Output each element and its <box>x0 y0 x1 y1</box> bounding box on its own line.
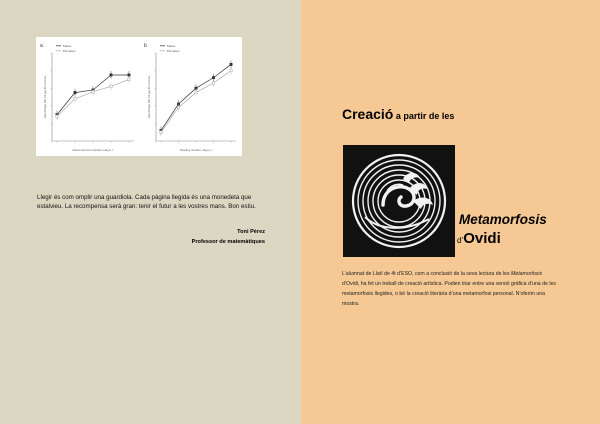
data-point <box>56 115 58 117</box>
legend-entry: Mates <box>167 44 176 48</box>
data-point <box>177 106 179 108</box>
panel-label: b <box>144 43 147 49</box>
series-line <box>161 64 231 130</box>
heading-author: Ovidi <box>463 230 501 247</box>
panel-label: a <box>40 43 43 49</box>
legend-entry: Mates <box>63 44 72 48</box>
quote-text: Llegir és com omplir una guardiola. Cada pàgina llegida és una monedeta que estalvieu. La recompensa serà gran: tenir el futur a les vostres mans. Bon estiu. <box>37 194 256 211</box>
data-point <box>74 91 76 93</box>
heading-title: Metamorfosis <box>459 212 547 227</box>
legend-entry: Pixmates <box>63 49 76 53</box>
body-italic: Metamorfosis <box>510 271 543 277</box>
data-point <box>74 98 76 100</box>
data-point <box>212 82 214 84</box>
data-point <box>230 69 232 71</box>
heading-prefix: d’ <box>457 236 464 245</box>
x-axis-label: Metamorphosis duration (days) × <box>72 148 114 152</box>
body-part2: d’Ovidi, ha fet un treball de creació artística. Podien triar entre una versió gràfica d’una de les metamorfosis llegides, o bé la creació literària d’una metamorfosi personal. N’oferim una mostra. <box>342 281 556 307</box>
heading-author-line <box>457 230 501 248</box>
wave-illustration <box>343 145 455 257</box>
heading-rest: a partir de les <box>393 111 455 121</box>
data-point <box>110 74 112 76</box>
series-line <box>161 71 231 133</box>
quote-author: Toni Pérez <box>237 229 265 235</box>
data-point <box>92 91 94 93</box>
wave-icon <box>343 145 455 257</box>
data-point <box>195 91 197 93</box>
data-point <box>230 63 232 65</box>
charts-svg <box>36 37 242 156</box>
x-axis-label: Reading duration (days) × <box>179 148 213 152</box>
y-axis-label: Hemorrhage HEI (% age-60 controls) <box>44 75 47 119</box>
data-point <box>110 85 112 87</box>
body-paragraph <box>342 269 558 309</box>
heading-line1 <box>342 106 454 124</box>
y-axis-label: Hemorrhage HEI (% age-60 controls) <box>148 75 151 119</box>
quote-role: Professor de matemàtiques <box>191 239 265 245</box>
data-point <box>128 78 130 80</box>
legend-entry: Pixmates <box>167 49 180 53</box>
heading-word: Creació <box>342 106 394 122</box>
data-point <box>212 76 214 78</box>
data-point <box>160 131 162 133</box>
figure-charts <box>36 37 242 156</box>
series-line <box>57 79 129 116</box>
body-part1: L’alumnat de Llatí de 4t d’ESO, com a conclusió de la seva lectura de les <box>342 271 511 277</box>
